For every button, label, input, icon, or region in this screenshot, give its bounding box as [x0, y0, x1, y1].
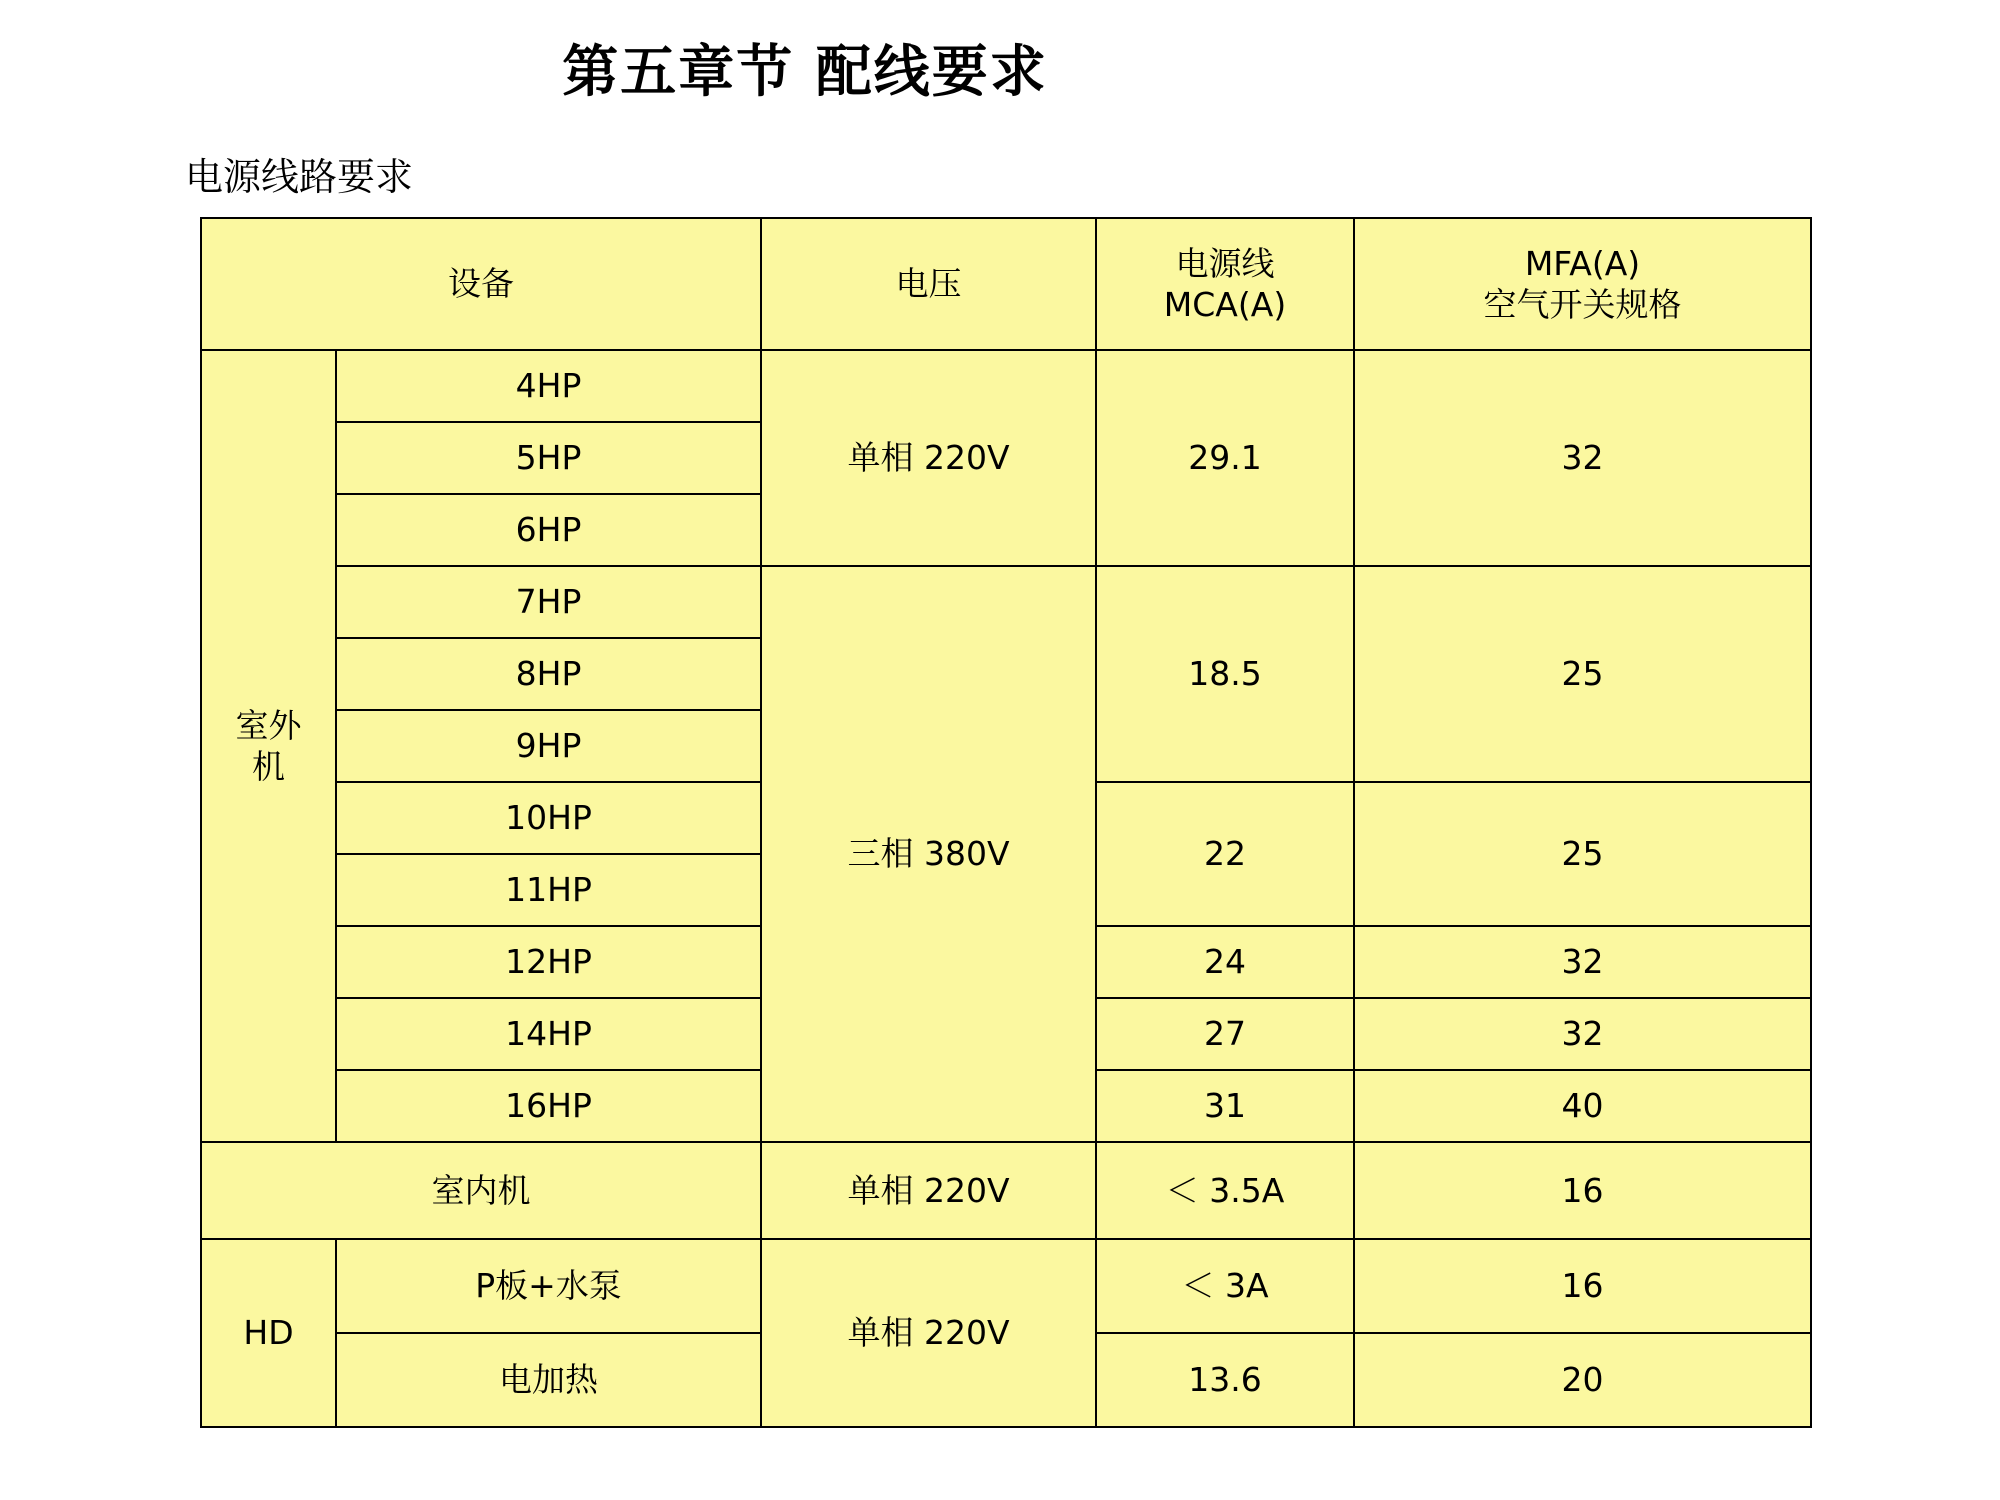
model-12hp: 12HP: [336, 926, 761, 998]
model-7hp: 7HP: [336, 566, 761, 638]
model-16hp: 16HP: [336, 1070, 761, 1142]
table-row: [201, 1142, 1811, 1239]
power-wiring-table: [200, 217, 1812, 1428]
section-subtitle: 电源线路要求: [185, 155, 414, 199]
table-row: [201, 1239, 1811, 1333]
model-8hp: 8HP: [336, 638, 761, 710]
model-14hp: 14HP: [336, 998, 761, 1070]
mca-24: 24: [1096, 926, 1354, 998]
model-6hp: 6HP: [336, 494, 761, 566]
header-mfa: [1354, 218, 1811, 350]
mfa-hd-heater: 20: [1354, 1333, 1811, 1427]
mfa-32-c: 32: [1354, 998, 1811, 1070]
model-5hp: 5HP: [336, 422, 761, 494]
mca-29-1: 29.1: [1096, 350, 1354, 566]
mca-hd-heater: 13.6: [1096, 1333, 1354, 1427]
mca-hd-pboard: ＜ 3A: [1096, 1239, 1354, 1333]
group-label-hd: HD: [201, 1239, 336, 1427]
model-10hp: 10HP: [336, 782, 761, 854]
model-11hp: 11HP: [336, 854, 761, 926]
group-label-outdoor-line1: 室外: [235, 705, 302, 745]
mfa-32-a: 32: [1354, 350, 1811, 566]
model-4hp: 4HP: [336, 350, 761, 422]
mca-22: 22: [1096, 782, 1354, 926]
mca-31: 31: [1096, 1070, 1354, 1142]
voltage-single-220-outdoor: 单相 220V: [761, 350, 1096, 566]
header-power-line-line1: 电源线: [1175, 243, 1275, 283]
header-power-line: [1096, 218, 1354, 350]
mca-18-5: 18.5: [1096, 566, 1354, 782]
table-row: [201, 566, 1811, 638]
table-row: [201, 350, 1811, 422]
mfa-25-b: 25: [1354, 782, 1811, 926]
hd-item-pboard-pump: P板+水泵: [336, 1239, 761, 1333]
mca-indoor: ＜ 3.5A: [1096, 1142, 1354, 1239]
header-power-line-line2: MCA(A): [1163, 285, 1287, 324]
header-device: 设备: [201, 218, 761, 350]
mfa-hd-pboard: 16: [1354, 1239, 1811, 1333]
group-label-outdoor-line2: 机: [252, 747, 285, 786]
header-mfa-line2: 空气开关规格: [1483, 285, 1682, 324]
group-label-outdoor: [201, 350, 336, 1142]
voltage-hd: 单相 220V: [761, 1239, 1096, 1427]
group-label-indoor: 室内机: [201, 1142, 761, 1239]
voltage-three-380: 三相 380V: [761, 566, 1096, 1142]
table-header-row: [201, 218, 1811, 350]
hd-item-electric-heater: 电加热: [336, 1333, 761, 1427]
mfa-indoor: 16: [1354, 1142, 1811, 1239]
mca-27: 27: [1096, 998, 1354, 1070]
mfa-25-a: 25: [1354, 566, 1811, 782]
header-mfa-line1: MFA(A): [1524, 243, 1641, 283]
mfa-32-b: 32: [1354, 926, 1811, 998]
page-title: 第五章节 配线要求: [562, 39, 1048, 105]
model-9hp: 9HP: [336, 710, 761, 782]
mfa-40: 40: [1354, 1070, 1811, 1142]
voltage-indoor: 单相 220V: [761, 1142, 1096, 1239]
header-voltage: 电压: [761, 218, 1096, 350]
